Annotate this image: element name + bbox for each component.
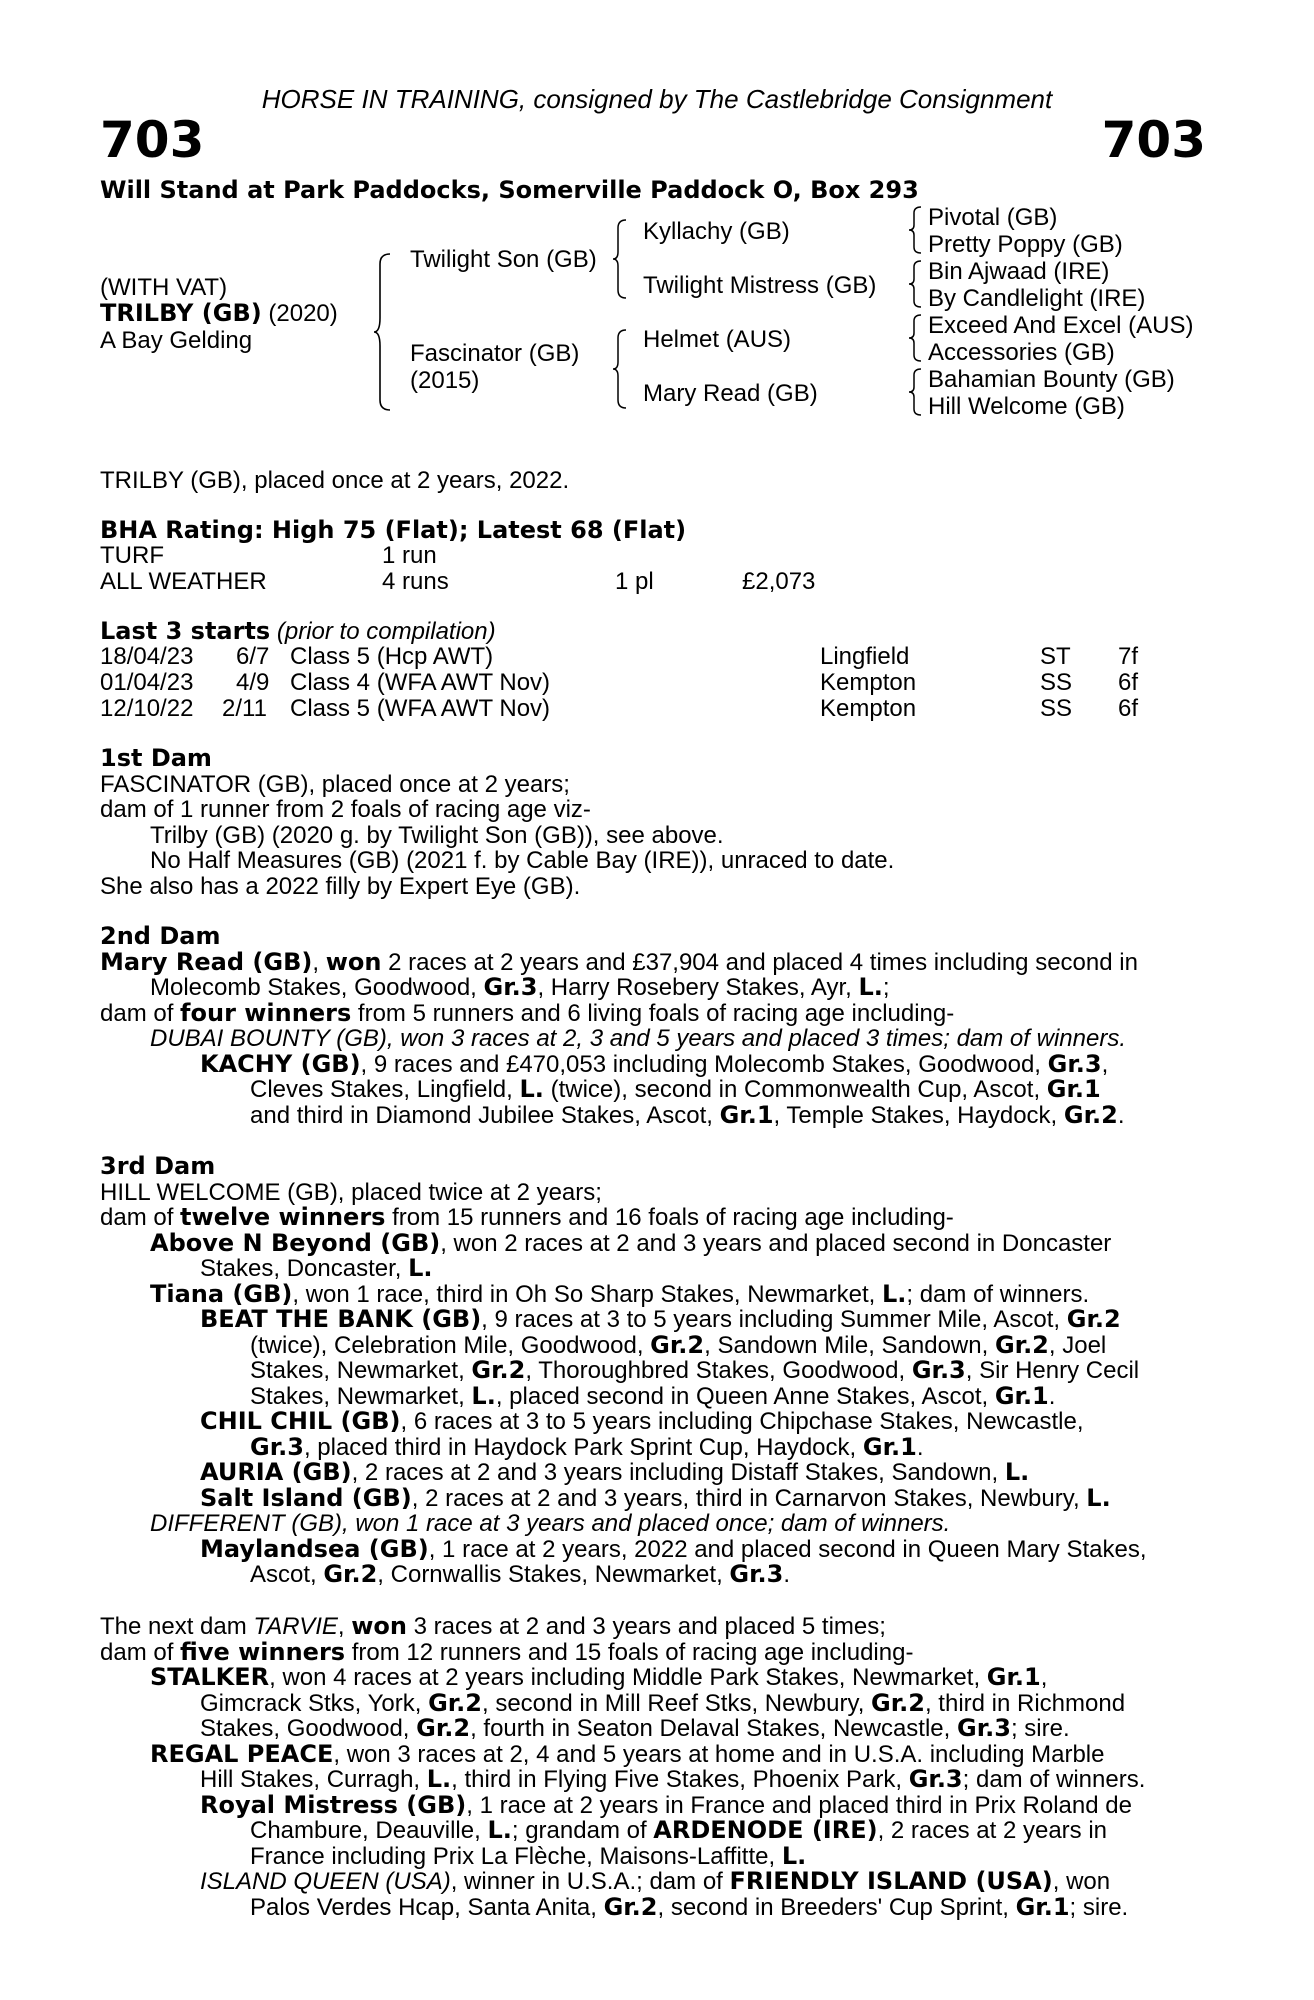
start-going: ST — [1040, 643, 1071, 670]
horse-name: FRIENDLY ISLAND (USA) — [729, 1867, 1053, 1895]
text: Cleves Stakes, Lingfield, — [250, 1076, 520, 1103]
text: France including Prix La Flèche, Maisons-Laffitte, — [250, 1842, 782, 1870]
text: Stakes, Doncaster, — [200, 1255, 409, 1282]
grade: Gr.1 — [986, 1663, 1041, 1691]
text: , third in Richmond — [924, 1689, 1126, 1717]
start-going: SS — [1040, 669, 1073, 696]
start-distance: 6f — [1118, 669, 1139, 696]
text: (twice), second in Commonwealth Cup, Ascot, — [543, 1076, 1047, 1103]
horse-year: (2020) — [261, 300, 338, 327]
dam-dam-dam: Hill Welcome (GB) — [928, 393, 1125, 420]
dam-name: Mary Read (GB) — [100, 947, 313, 976]
dam-line: She also has a 2022 filly by Expert Eye (GB). — [100, 872, 581, 900]
vat-label: (WITH VAT) — [100, 274, 228, 301]
horse-name: Above N Beyond (GB) — [150, 1228, 441, 1257]
lot-number-right: 703 — [1101, 111, 1206, 169]
start-race: Class 5 (WFA AWT Nov) — [290, 695, 551, 722]
start-race: Class 4 (WFA AWT Nov) — [290, 669, 551, 696]
progeny-line — [100, 1483, 1220, 1512]
horse-name: CHIL CHIL (GB) — [200, 1407, 401, 1435]
text: 3 races at 2 and 3 years and placed 5 times; — [406, 1613, 886, 1640]
race-summary: TRILBY (GB), placed once at 2 years, 2022. — [100, 467, 570, 494]
dam-brace-icon — [612, 328, 628, 410]
text: , 6 races at 3 to 5 years including Chipchase Stakes, Newcastle, — [400, 1408, 1084, 1435]
text: , won 2 races at 2 and 3 years and placed second in Doncaster — [440, 1229, 1112, 1257]
text: , second in Breeders' Cup Sprint, — [657, 1893, 1016, 1921]
page-header: HORSE IN TRAINING, consigned by The Castlebridge Consignment — [261, 84, 1053, 114]
text: from 12 runners and 15 foals of racing age including- — [345, 1638, 914, 1666]
grade: Gr.2 — [323, 1560, 378, 1588]
text: ; sire. — [1069, 1893, 1129, 1921]
starts-title: Last 3 starts — [100, 617, 271, 645]
sire-sire: Kyllachy (GB) — [643, 218, 790, 245]
text: , 2 races at 2 and 3 years, third in Carnarvon Stakes, Newbury, — [411, 1484, 1087, 1512]
starts-note: (prior to compilation) — [270, 618, 496, 645]
text: , Sandown Mile, Sandown, — [704, 1331, 995, 1359]
progeny-line — [100, 1228, 1220, 1257]
winners-count: twelve winners — [180, 1203, 386, 1231]
grade: Gr.2 — [1063, 1100, 1118, 1129]
rating-prize: £2,073 — [742, 568, 816, 595]
second-dam-section — [100, 924, 1220, 1128]
progeny-line — [100, 1818, 1220, 1844]
gen3-brace-icon — [907, 367, 923, 417]
start-course: Kempton — [820, 695, 917, 722]
dam-line: dam of 1 runner from 2 foals of racing age viz- — [100, 796, 591, 823]
text: Palos Verdes Hcap, Santa Anita, — [250, 1893, 604, 1921]
sire-sire-dam: Pretty Poppy (GB) — [928, 231, 1123, 258]
text: , won — [1052, 1868, 1111, 1895]
dam-dam: Mary Read (GB) — [643, 380, 818, 407]
text: , fourth in Seaton Delaval Stakes, Newcastle, — [470, 1715, 957, 1742]
grade: L. — [1004, 1458, 1030, 1486]
start-position: 4/9 — [236, 669, 270, 696]
text: dam of — [100, 1204, 181, 1231]
start-going: SS — [1040, 695, 1073, 722]
text: , 9 races and £470,053 including Molecomb Stakes, Goodwood, — [360, 1050, 1048, 1078]
text: from 5 runners and 6 living foals of racing age including- — [351, 999, 955, 1027]
lot-number-left: 703 — [100, 111, 205, 169]
text: , Harry Rosebery Stakes, Ayr, — [537, 974, 859, 1001]
dam-year: (2015) — [410, 367, 480, 394]
grade: Gr.3 — [1047, 1049, 1102, 1078]
rating-title: BHA Rating: High 75 (Flat); Latest 68 (Flat) — [100, 516, 687, 544]
won-label: won — [325, 947, 382, 976]
grade: Gr.2 — [650, 1330, 705, 1359]
progeny-line — [100, 1279, 1220, 1308]
text: , second in Mill Reef Stks, Newbury, — [482, 1689, 872, 1717]
text: , placed third in Haydock Park Sprint Cup, Haydock, — [303, 1433, 863, 1461]
start-position: 2/11 — [222, 695, 267, 722]
section-heading: 2nd Dam — [100, 922, 221, 950]
text: Hill Stakes, Curragh, — [200, 1766, 427, 1793]
dam-line — [100, 1205, 1220, 1231]
dam-line — [100, 1637, 1220, 1666]
text: , 2 races at 2 and 3 years including Distaff Stakes, Sandown, — [351, 1459, 1005, 1486]
dam-dam-sire: Bahamian Bounty (GB) — [928, 366, 1175, 393]
grade: Gr.3 — [729, 1560, 784, 1588]
third-dam-section — [100, 1154, 1220, 1588]
text: dam of — [100, 1638, 181, 1666]
progeny-line — [100, 1790, 1220, 1819]
dam-sire: Helmet (AUS) — [643, 326, 792, 353]
text: , Cornwallis Stakes, Newmarket, — [377, 1561, 730, 1588]
horse-name: KACHY (GB) — [200, 1049, 361, 1078]
start-date: 18/04/23 — [100, 643, 194, 670]
rating-placed: 1 pl — [615, 568, 654, 595]
text: , Temple Stakes, Haydock, — [773, 1101, 1064, 1129]
text: 2 races at 2 years and £37,904 and placed 4 times including second in — [381, 948, 1138, 976]
horse-name: STALKER — [150, 1663, 270, 1691]
starts-title-line — [100, 619, 496, 645]
horse-description: A Bay Gelding — [100, 327, 253, 354]
grade: L. — [408, 1254, 433, 1282]
won-label: won — [351, 1612, 407, 1640]
grade: Gr.2 — [1066, 1305, 1121, 1333]
start-course: Lingfield — [820, 643, 910, 670]
start-date: 01/04/23 — [100, 669, 194, 696]
grade: L. — [519, 1075, 544, 1103]
section-heading: 3rd Dam — [100, 1152, 216, 1180]
grade: Gr.3 — [957, 1714, 1011, 1742]
text: (twice), Celebration Mile, Goodwood, — [250, 1331, 651, 1359]
text: , 2 races at 2 years in — [877, 1817, 1108, 1844]
progeny-line — [100, 1307, 1220, 1333]
pedigree-brace-icon — [372, 252, 394, 412]
progeny-line: STALKER, won 4 races at 2 years including Middle Park Stakes, Newmarket, Gr.1, — [150, 1663, 1048, 1691]
progeny-line: Trilby (GB) (2020 g. by Twilight Son (GB)), see above. — [150, 821, 724, 849]
start-distance: 7f — [1118, 643, 1139, 670]
grade: Gr.1 — [1015, 1892, 1070, 1921]
progeny-line — [100, 1688, 1220, 1717]
horse-name-line — [100, 301, 338, 327]
text: , 1 race at 2 years, 2022 and placed second in Queen Mary Stakes, — [428, 1535, 1147, 1563]
grade: L. — [781, 1841, 807, 1870]
progeny-line — [100, 1716, 1220, 1742]
dam-sire-dam: Accessories (GB) — [928, 339, 1115, 366]
progeny-line — [100, 1330, 1220, 1359]
progeny-line — [100, 1409, 1220, 1435]
horse-name: Salt Island (GB) — [200, 1483, 412, 1512]
grade: Gr.1 — [1046, 1075, 1101, 1103]
text: DUBAI BOUNTY (GB), won 3 races at 2, 3 and 5 years and placed 3 times; dam of winners. — [150, 1025, 1126, 1052]
dam-line: Mary Read (GB), won 2 races at 2 years and £37,904 and placed 4 times including second in — [100, 947, 1138, 976]
horse-name: TRILBY (GB) — [100, 299, 262, 327]
progeny-line — [100, 1358, 1220, 1384]
progeny-line — [100, 1077, 1220, 1103]
text: ; grandam of — [511, 1817, 654, 1844]
text: The next dam — [100, 1613, 254, 1640]
rating-surface: ALL WEATHER — [100, 568, 267, 595]
text: Ascot, — [250, 1561, 324, 1588]
horse-name: Royal Mistress (GB) — [200, 1790, 467, 1819]
gen3-brace-icon — [907, 259, 923, 309]
sire-dam-dam: By Candlelight (IRE) — [928, 285, 1146, 312]
dam-line: HILL WELCOME (GB), placed twice at 2 years; — [100, 1178, 602, 1206]
start-course: Kempton — [820, 669, 917, 696]
dam-line: FASCINATOR (GB), placed once at 2 years; — [100, 770, 570, 798]
grade: Gr.3 — [483, 973, 538, 1001]
progeny-line: No Half Measures (GB) (2021 f. by Cable Bay (IRE)), unraced to date. — [150, 847, 895, 874]
rating-runs: 1 run — [382, 542, 437, 569]
grade: Gr.2 — [471, 1356, 526, 1384]
start-distance: 6f — [1118, 695, 1139, 722]
winners-count: five winners — [180, 1637, 346, 1666]
grade: L. — [487, 1816, 512, 1844]
text: and third in Diamond Jubilee Stakes, Ascot, — [250, 1101, 720, 1129]
progeny-line: Ascot, Gr.2, Cornwallis Stakes, Newmarket, Gr.3. — [250, 1560, 791, 1588]
gen3-brace-icon — [907, 313, 923, 363]
text: Molecomb Stakes, Goodwood, — [150, 974, 484, 1001]
progeny-line — [100, 1767, 1220, 1793]
text: , 9 races at 3 to 5 years including Summer Mile, Ascot, — [481, 1306, 1067, 1333]
first-dam-section — [100, 746, 1220, 899]
rating-runs: 4 runs — [382, 568, 449, 595]
text: ; sire. — [1010, 1715, 1070, 1742]
progeny-line: KACHY (GB), 9 races and £470,053 including Molecomb Stakes, Goodwood, Gr.3, — [200, 1049, 1109, 1078]
text: Stakes, Newmarket, — [250, 1382, 472, 1410]
text: Stakes, Newmarket, — [250, 1357, 472, 1384]
dam: Fascinator (GB) — [410, 340, 580, 367]
text: , Sir Henry Cecil — [965, 1357, 1140, 1384]
horse-name: AURIA (GB) — [200, 1458, 352, 1486]
progeny-line — [100, 1892, 1220, 1921]
progeny-line — [100, 1256, 1220, 1282]
text: , third in Flying Five Stakes, Phoenix Park, — [451, 1766, 909, 1793]
text: , won 4 races at 2 years including Middle Park Stakes, Newmarket, — [269, 1664, 987, 1691]
text: ; dam of winners. — [906, 1280, 1090, 1308]
progeny-line — [100, 1869, 1220, 1895]
progeny-line: Stakes, Newmarket, L., placed second in Queen Anne Stakes, Ascot, Gr.1. — [250, 1381, 1056, 1410]
horse-name: ISLAND QUEEN (USA) — [200, 1868, 451, 1895]
gen3-brace-icon — [907, 205, 923, 255]
text: from 15 runners and 16 foals of racing age including- — [385, 1204, 954, 1231]
start-position: 6/7 — [236, 643, 270, 670]
horse-name: Maylandsea (GB) — [200, 1534, 429, 1563]
dam-name: TARVIE — [253, 1613, 338, 1640]
grade: L. — [858, 973, 883, 1001]
winners-count: four winners — [180, 998, 352, 1027]
progeny-line — [100, 1511, 1220, 1537]
text: , 1 race at 2 years in France and placed third in Prix Roland de — [466, 1791, 1132, 1819]
text: DIFFERENT (GB), won 1 race at 3 years and placed once; dam of winners. — [150, 1510, 951, 1537]
progeny-line: and third in Diamond Jubilee Stakes, Ascot, Gr.1, Temple Stakes, Haydock, Gr.2. — [250, 1100, 1125, 1129]
stand-location: Will Stand at Park Paddocks, Somerville Paddock O, Box 293 — [100, 176, 919, 204]
start-date: 12/10/22 — [100, 695, 194, 722]
sire: Twilight Son (GB) — [410, 246, 597, 273]
text: , Joel — [1048, 1331, 1107, 1359]
progeny-line — [100, 1026, 1220, 1052]
grade: L. — [881, 1279, 907, 1308]
grade: Gr.2 — [428, 1688, 482, 1717]
progeny-line: Gr.3, placed third in Haydock Park Sprint Cup, Haydock, Gr.1. — [250, 1432, 924, 1461]
sire-dam: Twilight Mistress (GB) — [643, 272, 877, 299]
progeny-line — [100, 1739, 1220, 1768]
grade: Gr.2 — [603, 1892, 658, 1921]
progeny-line — [100, 1534, 1220, 1563]
text: , — [337, 1613, 352, 1640]
sire-brace-icon — [612, 218, 628, 300]
horse-name: REGAL PEACE — [150, 1739, 334, 1768]
grade: Gr.1 — [862, 1432, 917, 1461]
grade: L. — [426, 1765, 452, 1793]
grade: L. — [471, 1381, 496, 1410]
grade: Gr.1 — [719, 1100, 774, 1129]
rating-surface: TURF — [100, 542, 164, 569]
text: Chambure, Deauville, — [250, 1817, 488, 1844]
grade: L. — [1086, 1483, 1111, 1512]
text: ; dam of winners. — [962, 1766, 1146, 1793]
section-heading: 1st Dam — [100, 744, 212, 772]
dam-line: Molecomb Stakes, Goodwood, Gr.3, Harry Rosebery Stakes, Ayr, L.; — [150, 973, 890, 1001]
grade: Gr.2 — [994, 1330, 1049, 1359]
dam-sire-sire: Exceed And Excel (AUS) — [928, 312, 1194, 339]
horse-name: ARDENODE (IRE) — [653, 1816, 878, 1844]
grade: Gr.1 — [994, 1381, 1049, 1410]
sire-sire-sire: Pivotal (GB) — [928, 204, 1058, 231]
grade: Gr.2 — [416, 1714, 471, 1742]
text: , Thoroughbred Stakes, Goodwood, — [525, 1357, 912, 1384]
text: , won 3 races at 2, 4 and 5 years at home and in U.S.A. including Marble — [333, 1740, 1105, 1768]
grade: Gr.3 — [250, 1432, 304, 1461]
text: Stakes, Goodwood, — [200, 1715, 417, 1742]
text: , won 1 race, third in Oh So Sharp Stakes, Newmarket, — [292, 1280, 882, 1308]
horse-name: Tiana (GB) — [150, 1279, 293, 1308]
sire-dam-sire: Bin Ajwaad (IRE) — [928, 258, 1110, 285]
dam-line — [100, 1614, 1220, 1640]
text: dam of — [100, 999, 181, 1027]
text: Gimcrack Stks, York, — [200, 1689, 429, 1717]
text: , winner in U.S.A.; dam of — [450, 1868, 730, 1895]
text: , placed second in Queen Anne Stakes, Ascot, — [495, 1382, 995, 1410]
grade: Gr.3 — [911, 1356, 966, 1384]
grade: Gr.3 — [908, 1765, 963, 1793]
grade: Gr.2 — [871, 1688, 925, 1717]
start-race: Class 5 (Hcp AWT) — [290, 643, 494, 670]
horse-name: BEAT THE BANK (GB) — [200, 1305, 482, 1333]
dam-line — [100, 998, 1220, 1027]
progeny-line — [100, 1460, 1220, 1486]
next-dam-section — [100, 1614, 1220, 1920]
progeny-line — [100, 1841, 1220, 1870]
